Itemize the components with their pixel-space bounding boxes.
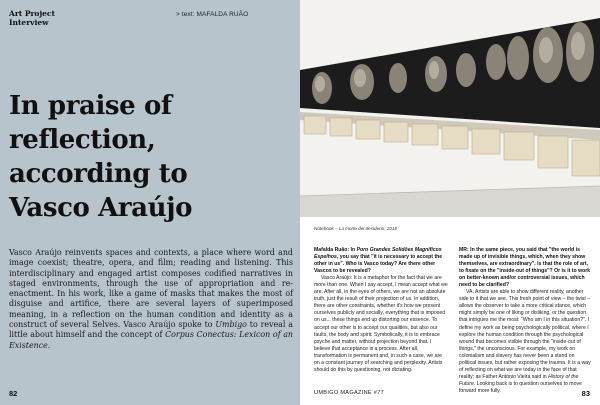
section-label-line: Art Project [9,9,55,18]
text-column-2 [459,247,593,395]
interview-answer: Vasco Araújo: It is a metaphor for the fact that we are more than one. When I say accept, I mean accept what we are. After all, in the eyes of others, we are not an absolute truth, just the result of their projection of us. In addition, there are other constraints, whether it's how we present ourselves publicly and socially, everything that is imposed on us... these things end up distorting our essence. To accept our other is to accept our qualities, but also our faults, the body and spirit. Symbolically, it is to embrace psyche and matter, without projection beyond that. I believe that acceptance is a process. After all, transformation is permanent and, in such a case, we are on a constant journey of searching and perplexity. Artists should do this by questioning, not dictating. [314,275,448,373]
headline-line: reflection, [9,125,156,155]
question-text: Mafalda Ruão: In [314,247,357,253]
lead-text: to reveal a little about himself and the concept of [9,320,293,340]
interview-question [314,247,448,275]
question-title: Poro Grandes Solidões Magnificos Espelhos [314,247,442,261]
text-column-1 [314,247,448,374]
headline-line: Vasco Araújo [9,193,193,223]
magazine-footer: UMBIGO MAGAZINE #77 [314,390,385,396]
lead-paragraph [9,248,293,351]
headline [9,89,299,225]
answer-text: . Looking back is to question ourselves to move forward more fully. [459,380,582,394]
interview-question: MR: In the same piece, you said that "the world is made up of invisible things, which, when they show themselves, are extraordinary". Is that the role of art, to fixate on the "inside-out of things"? Or is it to work on better-known and/or controversial issues, which need to be clarified? [459,247,591,289]
page-number-right: 83 [581,389,590,398]
byline: > text: MAFALDA RUÃO [176,11,249,18]
answer-book-title: History of the Future [459,373,579,387]
interview-answer [459,289,593,395]
right-page [300,0,600,405]
lead-text: Vasco Araújo reinvents spaces and contexts, a place where word and image coexist; theatre, opera, and film; reading and listening. This interdisciplinary and engaged artist composes codified narratives in staged environments, through the use of appropriation and re-enactment. In his work, like a game of masks that makes the most of disguise and artifice, there are several layers of superimposed meaning, in a reflection on the human condition and identity as a construct of several Selves. Vasco Araújo spoke to [9,248,293,330]
section-label-line: Interview [9,18,49,27]
answer-text: VA: Artists are able to show different reality, another side to it that we see. This fresh point of view – the twist – allows the observer to take a more critical stance, which might simply be one of liking or disliking, or the question that intrigues me the most: "Who am I in this situation?". I define my work as being psychologically political, where I explore the human condition through the psychological wound that becomes visible through the "inside-out of things," the unconscious. For example, my work on colonialism and slavery has never been a stand on political issues, but rather exposing the trauma. It is a way of reflecting on what we are today in the face of that reality; as Father António Vieira said in [459,289,591,380]
question-text: , you say that "it is necessary to accept the other in us". Who is Vasco today? Are there other Vascos to be revealed? [314,254,443,275]
lead-magazine-name: Umbigo [215,320,247,330]
photo-caption: Notebook – La morte del desiderio, 2018 [314,226,397,231]
exhibition-photo [300,0,600,217]
headline-line: In praise of [9,91,172,121]
section-label [9,9,55,27]
exhibition-photo-illustration [300,0,600,217]
lead-project-title: Corpus Conectus: Lexicon of an Existence. [9,330,293,350]
page-number-left: 82 [9,389,18,398]
headline-line: according to [9,159,188,189]
